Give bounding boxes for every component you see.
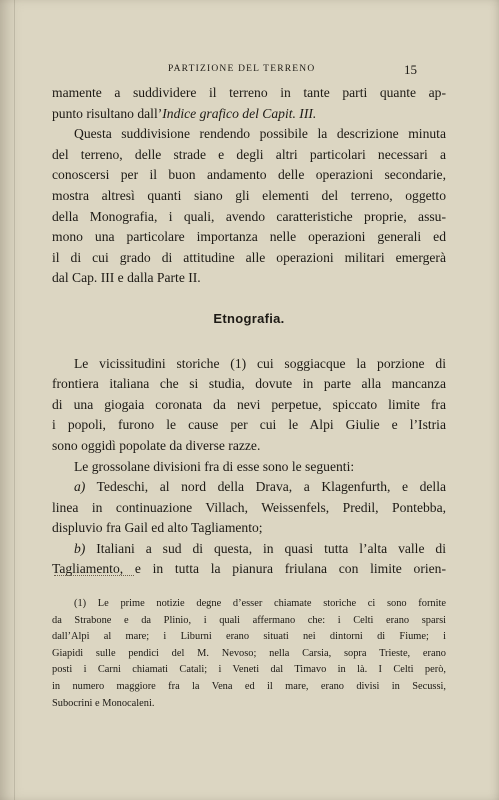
footnote-line: posti i Carni chiamati Catali; i Veneti dal Timavo in là. I Celti però, — [52, 664, 446, 676]
list-marker-a: a) — [74, 479, 86, 495]
footnote-separator — [54, 575, 134, 576]
list-item-a-first-line — [52, 477, 446, 498]
page-number: 15 — [404, 62, 417, 77]
section-heading: Etnografia. — [213, 310, 285, 326]
text-line: mamente a suddividere il terreno in tante parti quante ap- — [52, 85, 446, 100]
text-line: dal Cap. III e dalla Parte II. — [52, 270, 201, 286]
text-run: Tedeschi, al nord della Drava, a Klagenfurth, e della — [96, 479, 447, 495]
text-line: i popoli, furono le cause per cui le Alpi Giulie e l’Istria — [52, 417, 446, 433]
footnote-line: dall’Alpi al mare; i Liburni erano situati nei dintorni di Fiume; i — [52, 631, 446, 643]
body-text — [52, 83, 446, 580]
footnote-line: (1) Le prime notizie degne d’esser chiamate storiche ci sono fornite — [74, 598, 446, 609]
footnote-line: in numero maggiore fra la Vena ed il mare, erano divisi in Secussi, — [52, 680, 446, 692]
list-marker-b: b) — [74, 540, 86, 556]
footnote-line: da Strabone e da Plinio, i quali affermano che: i Celti erano sparsi — [52, 614, 446, 626]
text-line: Questa suddivisione rendendo possibile la descrizione minuta — [74, 126, 446, 142]
text-line: mono una particolare importanza nelle operazioni generali ed — [52, 229, 446, 245]
text-line: frontiera italiana che si studia, dovute in parte alla mancanza — [52, 376, 446, 392]
text-line: linea in continuazione Villach, Weissenfels, Predil, Pontebba, — [52, 499, 446, 515]
text-line: Le grossolane divisioni fra di esse sono le seguenti: — [74, 458, 355, 474]
text-run: Italiani a sud di questa, in quasi tutta l’alta valle di — [96, 540, 446, 556]
text-line: mostra altresì quanti siano gli elementi del terreno, oggetto — [52, 187, 446, 203]
running-head — [0, 62, 499, 78]
text-line: del terreno, delle strade e degli altri particolari necessari a — [52, 146, 446, 162]
text-line: Le vicissitudini storiche (1) cui soggiacque la porzione di — [74, 355, 446, 371]
text-line: sono oggidì popolate da diverse razze. — [52, 437, 261, 453]
running-title: PARTIZIONE DEL TERRENO — [168, 64, 316, 74]
text-line: il di cui grado di attitudine alle operazioni militari emergerà — [52, 249, 446, 265]
text-line — [52, 104, 446, 125]
text-line: conoscersi per il buon andamento delle operazioni secondarie, — [52, 167, 446, 183]
page-gutter-shadow — [14, 0, 15, 800]
text-line: Tagliamento, e in tutta la pianura friulana con limite orien- — [52, 561, 446, 577]
text-line: della Monografia, i quali, avendo caratteristiche proprie, assu- — [52, 208, 446, 224]
footnote — [52, 596, 446, 712]
text-line: displuvio fra Gail ed alto Tagliamento; — [52, 520, 263, 536]
footnote-line: Giapidi sulle pendici del M. Nevoso; nella Carsia, sopra Trieste, erano — [52, 647, 446, 659]
footnote-line: Subocrini e Monocaleni. — [52, 697, 155, 709]
text-line: di una giogaia coronata da nevi perpetue, spiccato limite fra — [52, 396, 446, 412]
list-item-b-first-line — [52, 539, 446, 560]
text-run: punto risultano dall’ — [52, 105, 163, 121]
italic-reference: Indice grafico del Capit. III. — [162, 105, 317, 121]
